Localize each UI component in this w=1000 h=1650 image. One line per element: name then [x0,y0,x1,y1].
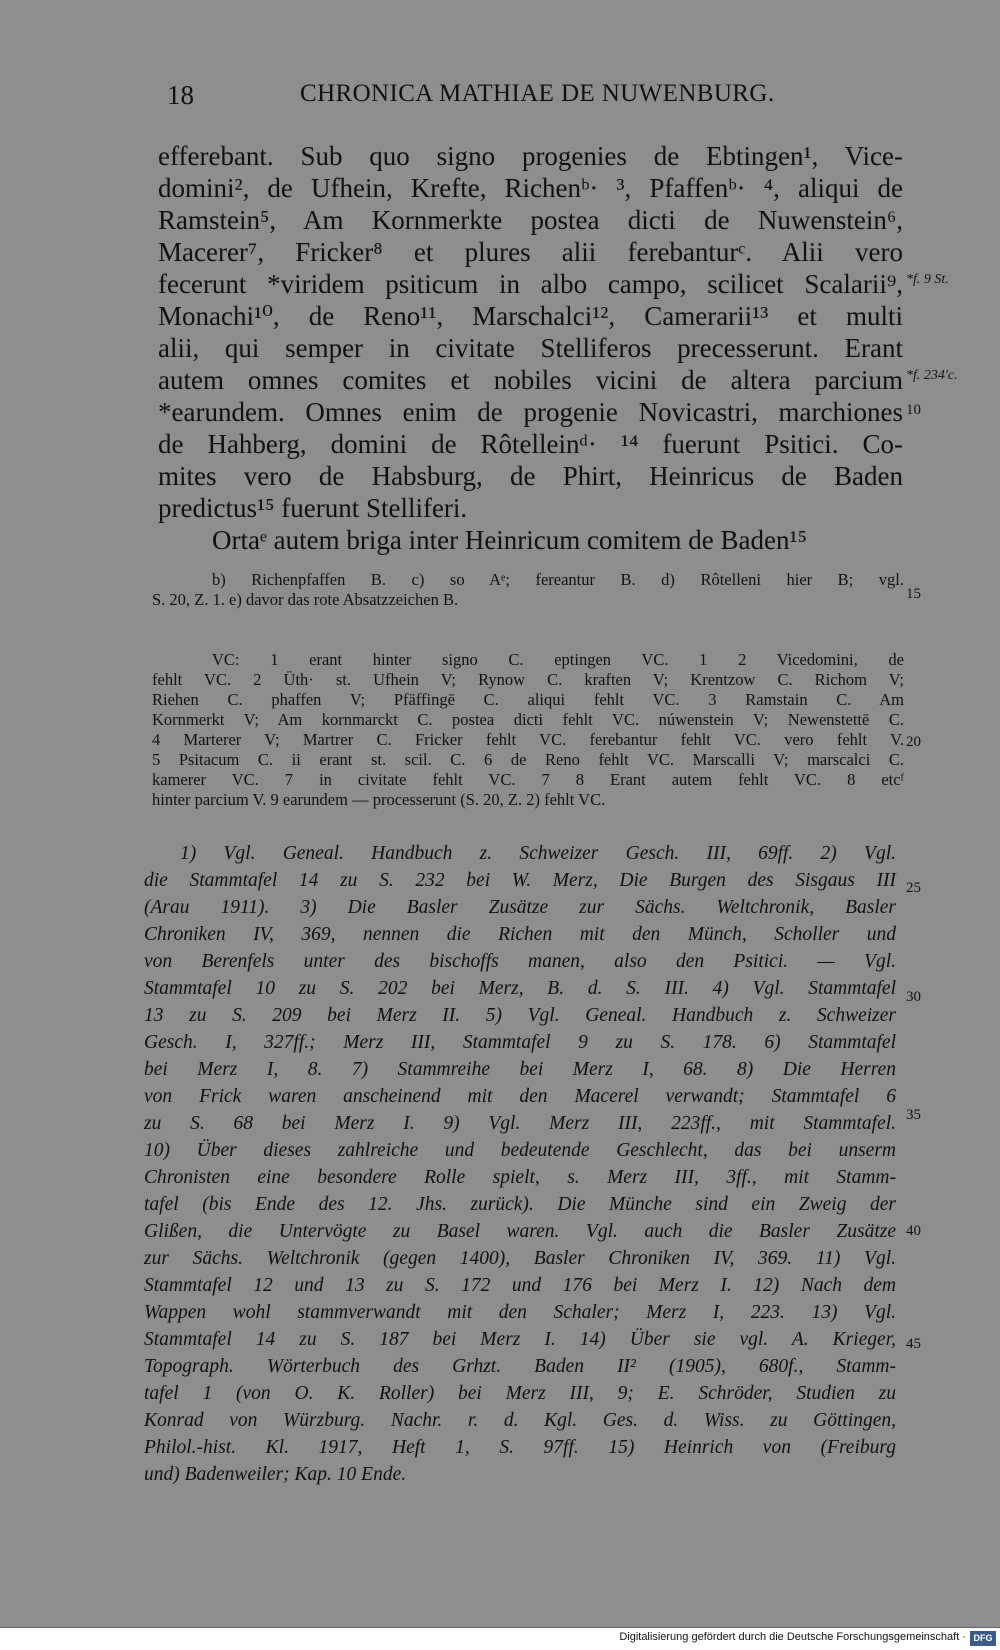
footnote-line: Philol.-hist. Kl. 1917, Heft 1, S. 97ff. 15) Heinrich von (Freiburg [144,1437,896,1458]
apparatus-line: 4 Marterer V; Martrer C. Fricker fehlt VC. ferebantur fehlt VC. vero fehlt V. [152,730,904,749]
footnote-line: Stammtafel 12 und 13 zu S. 172 und 176 bei Merz I. 12) Nach dem [144,1275,896,1296]
margin-note: *f. 234'c. [906,368,958,383]
line-number: 15 [906,586,921,602]
footnote-line: tafel (bis Ende des 12. Jhs. zurück). Die Münche sind ein Zweig der [144,1194,896,1215]
footnote-line: (Arau 1911). 3) Die Basler Zusätze zur Sächs. Weltchronik, Basler [144,897,896,918]
text-line: predictus¹⁵ fuerunt Stelliferi. [158,493,468,523]
footnote-line: tafel 1 (von O. K. Roller) bei Merz III, 9; E. Schröder, Studien zu [144,1383,896,1404]
footnote-line: zur Sächs. Weltchronik (gegen 1400), Basler Chroniken IV, 369. 11) Vgl. [144,1248,896,1269]
apparatus-line: S. 20, Z. 1. e) davor das rote Absatzzeichen B. [152,590,459,609]
footnote-line: 13 zu S. 209 bei Merz II. 5) Vgl. Geneal. Handbuch z. Schweizer [144,1005,896,1026]
text-line: Ramstein⁵, Am Kornmerkte postea dicti de Nuwenstein⁶, [158,205,903,235]
text-line: Macerer⁷, Fricker⁸ et plures alii ferebanturᶜ. Alii vero [158,237,903,267]
text-line: de Hahberg, domini de Rôtelleinᵈ· ¹⁴ fuerunt Psitici. Co- [158,429,903,459]
dfg-logo-icon: DFG [970,1631,996,1646]
margin-note: *f. 9 St. [906,272,949,287]
text-line: mites vero de Habsburg, de Phirt, Heinricus de Baden [158,461,903,491]
text-line: autem omnes comites et nobiles vicini de altera parcium [158,365,903,395]
footnote-line: 1) Vgl. Geneal. Handbuch z. Schweizer Gesch. III, 69ff. 2) Vgl. [180,843,896,864]
footnote-line: 10) Über dieses zahlreiche und bedeutende Geschlecht, das bei unserm [144,1140,896,1161]
footnote-line: zu S. 68 bei Merz I. 9) Vgl. Merz III, 223ff., mit Stammtafel. [144,1113,896,1134]
footnote-line: Wappen wohl stammverwandt mit den Schaler; Merz I, 223. 13) Vgl. [144,1302,896,1323]
footnote-line: von Frick waren anscheinend mit den Macerel verwandt; Stammtafel 6 [144,1086,896,1107]
apparatus-line: Kornmerkt V; Am kornmarckt C. postea dicti fehlt VC. núwenstein V; Newenstettē C. [152,710,904,729]
apparatus-line: b) Richenpfaffen B. c) so Aᵉ; fereantur B. d) Rôtelleni hier B; vgl. [212,570,904,589]
footnote-line: Stammtafel 10 zu S. 202 bei Merz, B. d. S. III. 4) Vgl. Stammtafel [144,978,896,999]
footnote-line: Chroniken IV, 369, nennen die Richen mit den Münch, Scholler und [144,924,896,945]
footer-credit: Digitalisierung gefördert durch die Deutsche Forschungsgemeinschaft · [619,1631,966,1643]
footnote-line: bei Merz I, 8. 7) Stammreihe bei Merz I, 68. 8) Die Herren [144,1059,896,1080]
footer-bar [0,1627,1000,1650]
text-line: alii, qui semper in civitate Stelliferos precesserunt. Erant [158,333,903,363]
page-number: 18 [167,80,194,110]
footnote-line: Glißen, die Untervögte zu Basel waren. Vgl. auch die Basler Zusätze [144,1221,896,1242]
footnote-line: Topograph. Wörterbuch des Grhzt. Baden II² (1905), 680f., Stamm- [144,1356,896,1377]
footnote-line: die Stammtafel 14 zu S. 232 bei W. Merz, Die Burgen des Sisgaus III [144,870,896,891]
footnote-line: Stammtafel 14 zu S. 187 bei Merz I. 14) Über sie vgl. A. Krieger, [144,1329,896,1350]
apparatus-line: kamerer VC. 7 in civitate fehlt VC. 7 8 Erant autem fehlt VC. 8 etcᶠ [152,770,904,789]
running-title: CHRONICA MATHIAE DE NUWENBURG. [300,80,775,107]
line-number: 25 [906,880,921,896]
footnote-line: Konrad von Würzburg. Nachr. r. d. Kgl. Ges. d. Wiss. zu Göttingen, [144,1410,896,1431]
apparatus-line: fehlt VC. 2 Üth· st. Ufhein V; Rynow C. kraften V; Krentzow C. Richom V; [152,670,904,689]
apparatus-line: 5 Psitacum C. ii erant st. scil. C. 6 de Reno fehlt VC. Marscalli V; marscalci C. [152,750,904,769]
apparatus-line: VC: 1 erant hinter signo C. eptingen VC. 1 2 Vicedomini, de [212,650,904,669]
line-number: 45 [906,1336,921,1352]
line-number: 35 [906,1107,921,1123]
line-number: 40 [906,1223,921,1239]
text-line: *earundem. Omnes enim de progenie Novicastri, marchiones [158,397,903,427]
text-line: Monachi¹⁰, de Reno¹¹, Marschalci¹², Camerarii¹³ et multi [158,301,903,331]
footnote-line: und) Badenweiler; Kap. 10 Ende. [144,1464,407,1485]
line-number: 30 [906,989,921,1005]
text-line: efferebant. Sub quo signo progenies de Ebtingen¹, Vice- [158,141,903,171]
line-number: 10 [906,402,921,418]
footnote-line: Chronisten eine besondere Rolle spielt, s. Merz III, 3ff., mit Stamm- [144,1167,896,1188]
footnote-line: von Berenfels unter des bischoffs manen, also den Psitici. — Vgl. [144,951,896,972]
footnote-line: Gesch. I, 327ff.; Merz III, Stammtafel 9 zu S. 178. 6) Stammtafel [144,1032,896,1053]
text-line: fecerunt *viridem psiticum in albo campo, scilicet Scalarii⁹, [158,269,903,299]
text-line: domini², de Ufhein, Krefte, Richenᵇ· ³, Pfaffenᵇ· ⁴, aliqui de [158,173,903,203]
text-line: Ortaᵉ autem briga inter Heinricum comitem de Baden¹⁵ [212,525,807,555]
apparatus-line: Riehen C. phaffen V; Pfäffingē C. aliqui fehlt VC. 3 Ramstain C. Am [152,690,904,709]
apparatus-line: hinter parcium V. 9 earundem — processerunt (S. 20, Z. 2) fehlt VC. [152,790,606,809]
line-number: 20 [906,734,921,750]
